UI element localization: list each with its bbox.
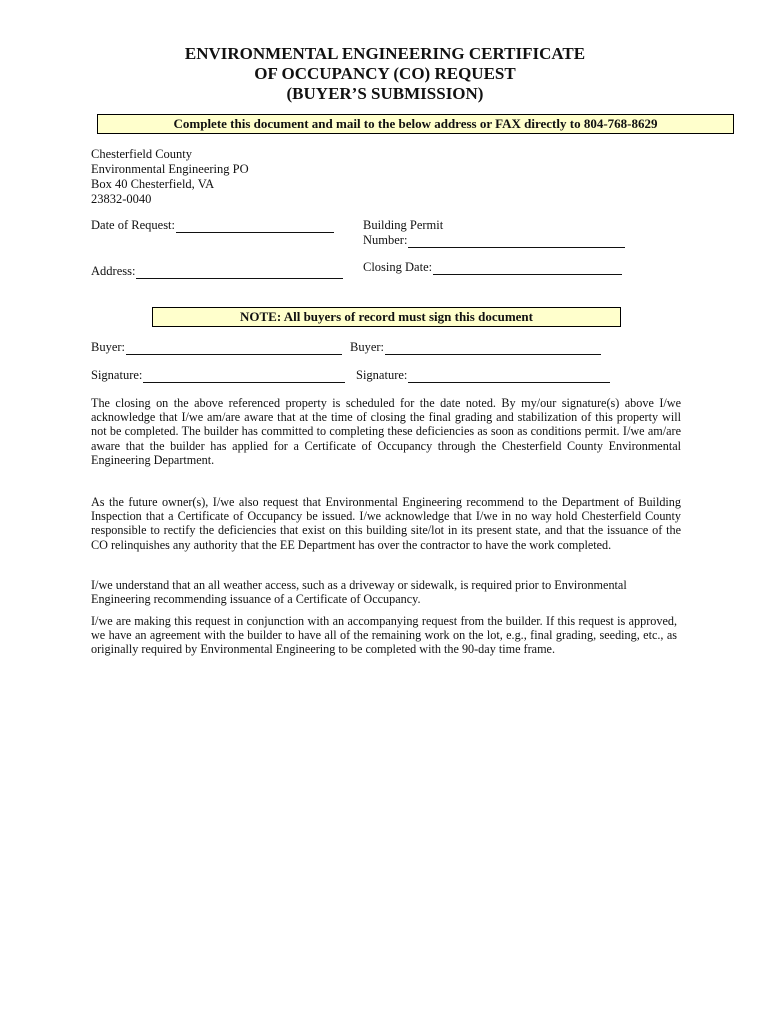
closing-date-label: Closing Date: bbox=[363, 260, 433, 274]
closing-date-field bbox=[363, 260, 622, 275]
date-of-request-label: Date of Request: bbox=[91, 218, 176, 232]
address-line-1: Chesterfield County bbox=[91, 147, 193, 161]
buyer-2-label: Buyer: bbox=[350, 340, 385, 354]
address-field bbox=[91, 264, 343, 279]
title-line-3: (BUYER’S SUBMISSION) bbox=[286, 84, 484, 103]
building-permit-number-input-line[interactable] bbox=[408, 236, 625, 248]
title-line-1: ENVIRONMENTAL ENGINEERING CERTIFICATE bbox=[184, 44, 586, 63]
address-line-2: Environmental Engineering PO bbox=[91, 162, 249, 176]
paragraph-builder-agreement: I/we are making this request in conjunction with an accompanying request from the builder. If this request is approved, we have an agreement with the builder to have all of the remaining work on the lot, e.g., final grading, seeding, etc., as originally required by Environmental Engineering to be completed with the 90-day time frame. bbox=[91, 614, 677, 657]
buyer-1-field bbox=[91, 340, 342, 355]
building-permit-number-label: Number: bbox=[363, 233, 408, 247]
buyer-2-input-line[interactable] bbox=[385, 343, 601, 355]
building-permit-label-line-1: Building Permit bbox=[363, 218, 444, 232]
signature-2-field bbox=[356, 368, 610, 383]
title-line-2: OF OCCUPANCY (CO) REQUEST bbox=[254, 64, 516, 83]
signature-1-label: Signature: bbox=[91, 368, 143, 382]
note-box: NOTE: All buyers of record must sign this document bbox=[152, 307, 621, 327]
address-input-line[interactable] bbox=[136, 267, 343, 279]
buyer-2-field bbox=[350, 340, 601, 355]
buyer-1-input-line[interactable] bbox=[126, 343, 342, 355]
address-label: Address: bbox=[91, 264, 136, 278]
date-of-request-input-line[interactable] bbox=[176, 221, 334, 233]
address-line-4: 23832-0040 bbox=[91, 192, 152, 206]
date-of-request-field bbox=[91, 218, 334, 233]
closing-date-input-line[interactable] bbox=[433, 263, 622, 275]
signature-2-label: Signature: bbox=[356, 368, 408, 382]
signature-1-input-line[interactable] bbox=[143, 371, 345, 383]
building-permit-number-field bbox=[363, 233, 625, 248]
buyer-1-label: Buyer: bbox=[91, 340, 126, 354]
signature-2-input-line[interactable] bbox=[408, 371, 610, 383]
mailing-address-block bbox=[91, 147, 249, 207]
paragraph-co-request: As the future owner(s), I/we also request that Environmental Engineering recommend to the Department of Building Inspection that a Certificate of Occupancy be issued. I/we acknowledge that I/we in no way hold Chesterfield County responsible to rectify the deficiencies that exist on this building site/lot in its present state, and that the issuance of the CO relinquishes any authority that the EE Department has over the contractor to have the work completed. bbox=[91, 495, 681, 552]
signature-1-field bbox=[91, 368, 345, 383]
paragraph-weather-access: I/we understand that an all weather access, such as a driveway or sidewalk, is required prior to Environmental Engineering recommending issuance of a Certificate of Occupancy. bbox=[91, 578, 627, 607]
paragraph-closing-acknowledgement: The closing on the above referenced property is scheduled for the date noted. By my/our signature(s) above I/we acknowledge that I/we am/are aware that at the time of closing the final grading and stabilization of this property will not be completed. The builder has committed to completing these deficiencies as soon as conditions permit. I/we am/are aware that the builder has applied for a Certificate of Occupancy through the Chesterfield County Environmental Engineering Department. bbox=[91, 396, 681, 467]
address-line-3: Box 40 Chesterfield, VA bbox=[91, 177, 215, 191]
document-title bbox=[0, 44, 770, 104]
instruction-box: Complete this document and mail to the below address or FAX directly to 804-768-8629 bbox=[97, 114, 734, 134]
